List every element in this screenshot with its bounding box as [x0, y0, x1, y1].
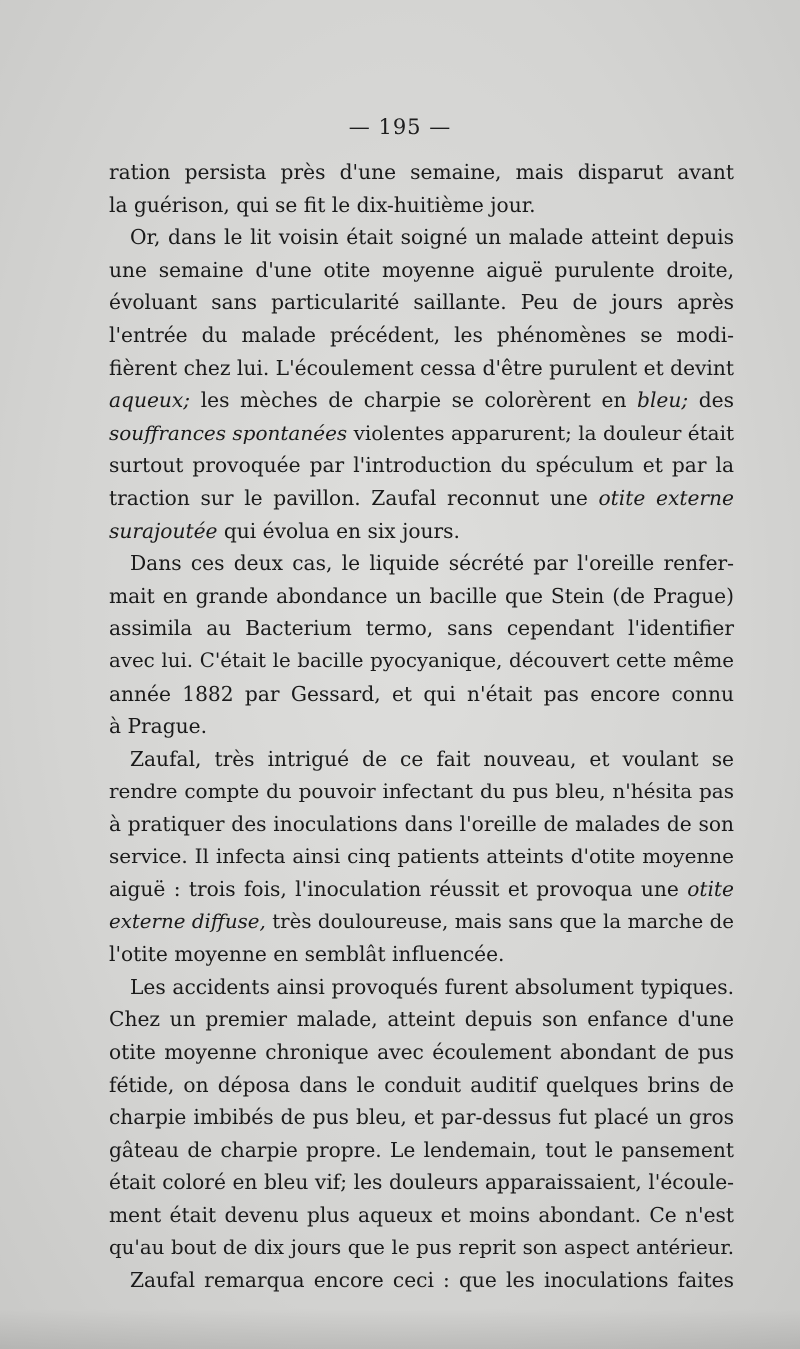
text-line: [109, 906, 734, 939]
body-text: [109, 156, 734, 1297]
text-line: surtout provoquée par l'introduction du spéculum et par la: [109, 453, 734, 478]
text-run: violentes apparurent; la douleur était: [347, 420, 735, 445]
text-line: Chez un premier malade, atteint depuis son enfance d'une: [109, 1007, 734, 1032]
italic-word: otite externe: [598, 485, 734, 510]
text-run: les mèches de charpie se colorèrent en: [190, 388, 638, 413]
text-line: gâteau de charpie propre. Le lendemain, tout le pansement: [109, 1137, 734, 1162]
text-line: évoluant sans particularité saillante. Peu de jours après: [109, 290, 734, 315]
text-line: [109, 515, 734, 548]
text-line: [109, 482, 734, 515]
text-line: à pratiquer des inoculations dans l'oreille de malades de son: [109, 811, 734, 836]
text-line: année 1882 par Gessard, et qui n'était pas encore connu: [109, 681, 734, 706]
italic-word: otite: [687, 877, 734, 902]
text-line: otite moyenne chronique avec écoulement abondant de pus: [109, 1040, 734, 1065]
italic-word: aqueux;: [109, 388, 191, 413]
text-line: Les accidents ainsi provoqués furent absolument typiques.: [130, 974, 734, 999]
text-line: avec lui. C'était le bacille pyocyanique, découvert cette même: [109, 648, 734, 672]
scan-shadow: [0, 1309, 800, 1349]
text-line: Or, dans le lit voisin était soigné un malade atteint depuis: [130, 225, 734, 250]
text-run: traction sur le pavillon. Zaufal reconnut une: [109, 485, 599, 510]
text-line: [109, 384, 734, 417]
text-line: était coloré en bleu vif; les douleurs apparaissaient, l'écoule-: [109, 1170, 734, 1195]
italic-word: externe diffuse,: [109, 909, 266, 933]
text-line: l'entrée du malade précédent, les phénomènes se modi-: [109, 322, 734, 347]
text-line: une semaine d'une otite moyenne aiguë purulente droite,: [109, 257, 734, 282]
text-run: qui évolua en six jours.: [217, 518, 460, 543]
text-line: ment était devenu plus aqueux et moins abondant. Ce n'est: [109, 1203, 734, 1227]
text-run: très douloureuse, mais sans que la marche de: [265, 909, 734, 933]
italic-word: bleu;: [637, 388, 689, 413]
text-line: [109, 873, 734, 906]
text-line: Zaufal, très intrigué de ce fait nouveau, et voulant se: [130, 746, 734, 771]
text-line: Dans ces deux cas, le liquide sécrété par l'oreille renfer-: [130, 551, 734, 576]
text-line: assimila au Bacterium termo, sans cependant l'identifier: [109, 616, 734, 641]
text-line: fièrent chez lui. L'écoulement cessa d'être purulent et devint: [109, 355, 734, 380]
text-line: la guérison, qui se fit le dix-huitième jour.: [109, 192, 536, 217]
text-line: Zaufal remarqua encore ceci : que les inoculations faites: [130, 1268, 734, 1293]
text-line: charpie imbibés de pus bleu, et par-dessus fut placé un gros: [109, 1105, 734, 1130]
text-line: à Prague.: [109, 714, 208, 739]
text-line: [109, 417, 734, 450]
text-line: ration persista près d'une semaine, mais disparut avant: [109, 160, 734, 184]
italic-word: souffrances spontanées: [109, 420, 348, 445]
text-line: l'otite moyenne en semblât influencée.: [109, 942, 505, 967]
italic-word: surajoutée: [109, 518, 218, 543]
text-line: fétide, on déposa dans le conduit auditif quelques brins de: [109, 1072, 734, 1097]
text-run: aiguë : trois fois, l'inoculation réussit et provoqua une: [109, 877, 688, 902]
text-line: rendre compte du pouvoir infectant du pus bleu, n'hésita pas: [109, 779, 734, 804]
text-line: service. Il infecta ainsi cinq patients atteints d'otite moyenne: [109, 844, 734, 869]
page-number: — 195 —: [348, 115, 452, 139]
text-run: des: [688, 388, 734, 413]
text-line: qu'au bout de dix jours que le pus reprit son aspect antérieur.: [109, 1235, 734, 1259]
text-line: mait en grande abondance un bacille que Stein (de Prague): [109, 583, 734, 608]
